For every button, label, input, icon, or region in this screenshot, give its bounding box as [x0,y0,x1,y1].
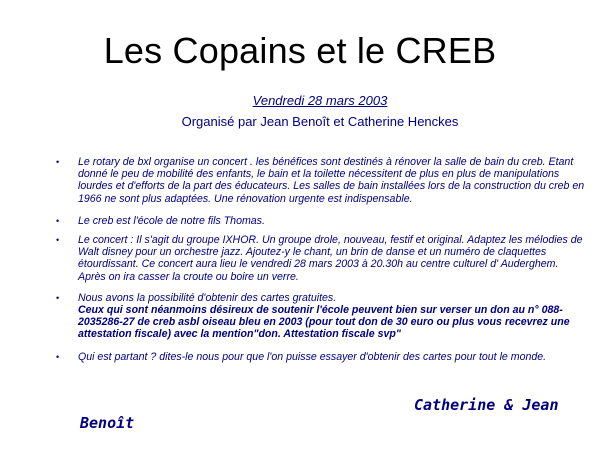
signature-benoit: Benoît [80,414,135,432]
bullet-icon: • [56,157,60,167]
bullet-icon: • [56,215,60,226]
bullet-icon: • [56,292,60,303]
bullet-text: Nous avons la possibilité d'obtenir des cartes gratuites. [78,291,337,304]
bullet-icon: • [56,235,60,246]
bullet-text: Le concert : Il s'agit du groupe IXHOR. Un groupe drole, nouveau, festif et original. Adaptez les mélodies de Walt disney pour un orchestre jazz. Ajoutez-y le chant, un brin de danse et un numéro de claquettes étourdissant. Ce concert aura lieu le vendredi 28 mars 2003 à 20.30h au centre culturel d' Auderghem. Après on ira casser la croute ou boire un verre. [78,234,583,283]
bullet-list [56,156,586,363]
list-item [56,215,586,227]
event-date: Vendredi 28 mars 2003 [252,93,388,108]
list-item [56,351,586,363]
bullet-icon: • [56,351,60,362]
page-title: Les Copains et le CREB [103,30,497,71]
list-item [56,156,586,205]
organizer-line: Organisé par Jean Benoît et Catherine Henckes [181,114,459,129]
donation-notice: Ceux qui sont néanmoins désireux de soutenir l'école peuvent bien sur verser un don au n° 088-2035286-27 de creb asbl oiseau bleu en 2003 (pour tout don de 30 euro ou plus vous recevrez une attestation fiscale) avec la mention"don. Attestation fiscale svp" [78,304,570,341]
list-item [56,234,586,283]
bullet-text: Le creb est l'école de notre fils Thomas. [78,214,265,227]
list-item [56,292,586,341]
bullet-text: Le rotary de bxl organise un concert . les bénéfices sont destinés à rénover la salle de bain du creb. Etant donné le peu de mobilité des enfants, le bain et la toilette nécessitent de plus en plus de manipulations lourdes et d'efforts de la part des éducateurs. Les salles de bain installées lors de la construction du creb en 1966 ne sont plus adaptées. Une rénovation urgente est indispensable. [78,156,585,205]
signature-catherine-jean: Catherine & Jean [414,396,559,414]
bullet-text: Qui est partant ? dites-le nous pour que l'on puisse essayer d'obtenir des cartes pour tout le monde. [78,350,547,363]
